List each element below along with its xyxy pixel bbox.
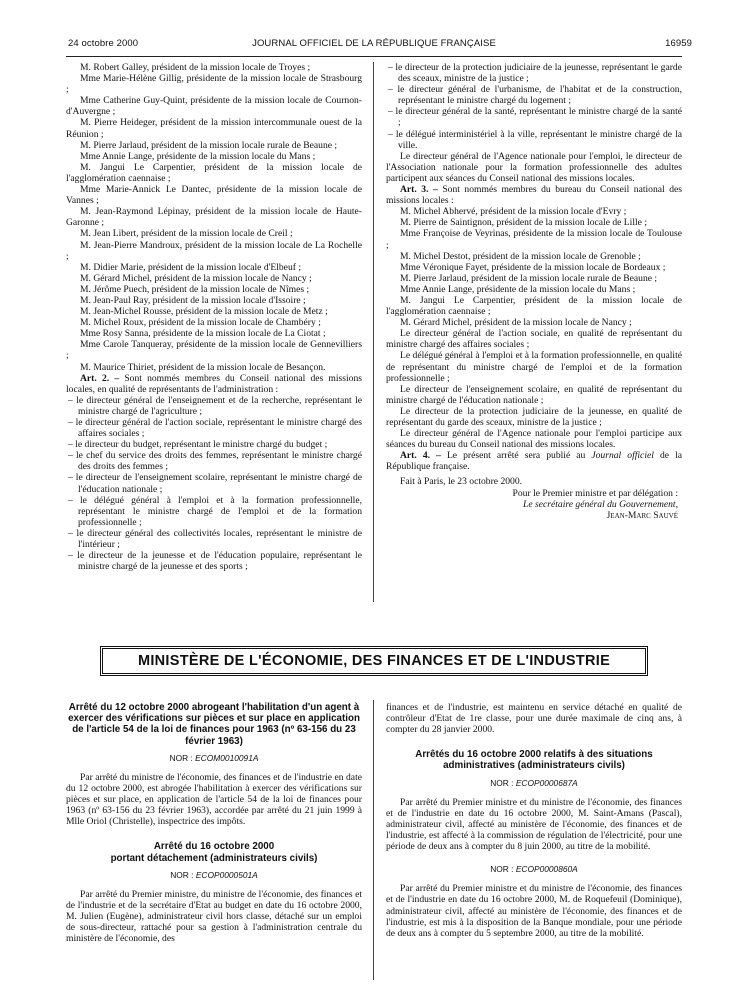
list-item: Mme Carole Tanqueray, présidente de la mission locale de Gennevilliers ; (66, 339, 362, 362)
list-item: M. Jangui Le Carpentier, président de la mission locale de l'agglomération caennaise ; (386, 294, 682, 318)
decree-2-title-line-1: Arrêté du 16 octobre 2000 (153, 841, 275, 853)
list-item: M. Jean-Pierre Mandroux, président de la mission locale de La Rochelle ; (66, 239, 362, 262)
list-item: M. Pierre Jarlaud, président de la mission locale rurale de Beaune ; (400, 272, 658, 284)
list-item: – le directeur du budget, représentant le ministre chargé du budget ; (68, 439, 328, 451)
right-column-bottom (386, 702, 682, 939)
list-item: – le directeur de l'enseignement scolaire, représentant le ministre chargé de l'éducation nationale ; (68, 472, 362, 495)
list-item: – le directeur général des collectivités locales, représentant le ministre de l'intérieur ; (68, 527, 362, 551)
list-item: M. Pierre de Saintignon, président de la mission locale de Lille ; (400, 217, 647, 229)
article-2-list (66, 395, 362, 573)
column-divider-top (373, 62, 374, 602)
decree-1-body: Par arrêté du ministre de l'économie, des finances et de l'industrie en date du 12 octobre 2000, est abrogée l'habilitation à exercer des vérifications sur pièces et sur place, en application de l'article 54 de la loi de finances pour 1963 (nº 63-156 du 23 février 1963), accordée par arrêté du 21 juin 1999 à Mlle Oriol (Christelle), inspectrice des impôts. (66, 771, 362, 828)
list-item: Mme Marie-Annick Le Dantec, présidente de la mission locale de Vannes ; (66, 184, 362, 207)
list-item: Mme Françoise de Veyrinas, présidente de la mission locale de Toulouse ; (386, 228, 682, 251)
article-3-label: Art. 3. – (400, 184, 438, 196)
decree-2-body-continued: finances et de l'industrie, est maintenu en service détaché en qualité de contrôleur d'Etat de 1re classe, pour une durée maximale de cinq ans, à compter du 28 janvier 2000. (386, 702, 682, 736)
decree-3-nor-2 (386, 864, 682, 875)
list-item: M. Jérôme Puech, président de la mission locale de Nîmes ; (80, 283, 310, 295)
decree-3-body-2: Par arrêté du Premier ministre et du ministre de l'économie, des finances et de l'industrie en date du 16 octobre 2000, M. de Roquefeuil (Dominique), administrateur civil, affecté au ministère de l'économie, des finances et de l'industrie, est mis à la disposition de la Banque mondiale, pour une période de deux ans à compter du 5 septembre 2000, au titre de la mobilité. (386, 883, 682, 939)
list-item: – le directeur de la jeunesse et de l'éducation populaire, représentant le ministre chargé de la jeunesse et des sports ; (68, 550, 362, 573)
article-4-text-after: de la République française. (386, 450, 682, 473)
list-item: Le directeur de la protection judiciaire de la jeunesse, en qualité de représentant du garde des sceaux, ministre de la justice ; (386, 405, 682, 428)
nor-code: ECOP0000501A (195, 869, 258, 880)
decree-2-title-line-2: portant détachement (administrateurs civils) (110, 852, 318, 864)
signature-line-1: Pour le Premier ministre et par délégation : (512, 487, 678, 499)
list-item: – le directeur de la protection judiciaire de la jeunesse, représentant le garde des sceaux, ministre de la justice ; (388, 62, 682, 85)
list-item: Mme Annie Lange, présidente de la mission locale du Mans ; (400, 283, 636, 295)
article-3 (386, 184, 682, 206)
list-item: M. Michel Destot, président de la mission locale de Grenoble ; (400, 250, 641, 262)
list-item: M. Gérard Michel, président de la mission locale de Nancy ; (80, 272, 312, 284)
decree-1-title: Arrêté du 12 octobre 2000 abrogeant l'habilitation d'un agent à exercer des vérifications sur pièces et sur place en application de l'article 54 de la loi de finances pour 1963 (nº 63-156 du 23 février 1963) (68, 702, 360, 747)
article-4-journal-name: Journal officiel (591, 450, 654, 462)
list-item: M. Maurice Thiriet, président de la mission locale de Besançon. (80, 361, 326, 373)
nor-label: NOR : (170, 869, 194, 880)
article-4 (386, 450, 682, 472)
list-item: Mme Marie-Hélène Gillig, présidente de la mission locale de Strasbourg ; (66, 73, 362, 96)
nor-label: NOR : (490, 864, 514, 875)
list-item: M. Didier Marie, président de la mission locale d'Elbeuf ; (80, 261, 301, 273)
header-page-number: 16959 (665, 38, 692, 49)
list-item: Le directeur de l'enseignement scolaire, en qualité de représentant du ministre chargé de l'éducation nationale ; (386, 383, 682, 406)
fait-a-paris: Fait à Paris, le 23 octobre 2000. (400, 476, 523, 488)
list-item: – le délégué général à l'emploi et à la formation professionnelle, représentant le ministre chargé de l'emploi et de la formation professionnelle ; (68, 494, 362, 528)
article-2-list-continued (386, 62, 682, 151)
list-item: M. Jean-Raymond Lépinay, président de la mission locale de Haute-Garonne ; (66, 206, 362, 229)
list-item: Le délégué général à l'emploi et à la formation professionnelle, en qualité de représentant du ministre chargé de l'emploi et de la formation professionnelle ; (386, 350, 682, 384)
list-item: – le directeur général de l'urbanisme, de l'habitat et de la construction, représentant le ministre chargé du logement ; (388, 84, 682, 107)
column-divider-bottom (373, 700, 374, 980)
member-list (66, 62, 362, 373)
list-item: – le chef du service des droits des femmes, représentant le ministre chargé des droits des femmes ; (68, 450, 362, 473)
left-column-bottom (66, 702, 362, 944)
list-item: M. Jean-Paul Ray, président de la mission locale d'Issoire ; (80, 294, 306, 306)
header-title: JOURNAL OFFICIEL DE LA RÉPUBLIQUE FRANÇAISE (252, 38, 496, 49)
list-item: M. Michel Abhervé, président de la mission locale d'Evry ; (400, 206, 627, 218)
decree-3-title: Arrêtés du 16 octobre 2000 relatifs à des situations administratives (administrateurs civils) (415, 749, 653, 772)
nor-code: ECOM0010091A (195, 752, 259, 763)
right-column (386, 62, 682, 521)
decree-3-body: Par arrêté du Premier ministre et du ministre de l'économie, des finances et de l'industrie en date du 16 octobre 2000, M. Saint-Amans (Pascal), administrateur civil, affecté au ministère de l'économie, des finances et de l'industrie, est affecté à la commission de régulation de l'électricité, pour une période de deux ans à compter du 8 juin 2000, au titre de la mobilité. (386, 796, 682, 853)
list-item: – le directeur général de l'enseignement et de la recherche, représentant le ministre chargé de l'agriculture ; (68, 394, 362, 417)
list-item: M. Pierre Jarlaud, président de la mission locale rurale de Beaune ; (80, 139, 338, 151)
header-date: 24 octobre 2000 (68, 38, 139, 49)
article-3-text: Sont nommés membres du bureau du Conseil national des missions locales : (386, 184, 682, 207)
list-item: M. Jean-Michel Rousse, président de la mission locale de Metz ; (80, 306, 328, 318)
decree-2-nor (66, 870, 362, 881)
signatory-name: Jean-Marc Sauvé (606, 509, 678, 521)
list-item: – le délégué interministériel à la ville, représentant le ministre chargé de la ville. (388, 128, 682, 151)
article-2 (66, 373, 362, 395)
list-item: – le directeur général de la santé, représentant le ministre chargé de la santé ; (388, 106, 682, 129)
decree-1-nor (66, 753, 362, 764)
list-item: M. Robert Galley, président de la mission locale de Troyes ; (80, 62, 311, 73)
list-item: Mme Véronique Fayet, présidente de la mission locale de Bordeaux ; (400, 261, 666, 273)
list-item: Mme Rosy Sanna, présidente de la mission locale de La Ciotat ; (80, 328, 326, 340)
article-4-text-before: Le présent arrêté sera publié au (446, 450, 592, 462)
list-item: M. Michel Roux, président de la mission locale de Chambéry ; (80, 317, 321, 329)
nor-label: NOR : (490, 777, 514, 788)
list-item: – le directeur général de l'action sociale, représentant le ministre chargé des affaires sociales ; (68, 417, 362, 440)
signature-line-2: Le secrétaire général du Gouvernement, (523, 498, 678, 510)
decree-2-body: Par arrêté du Premier ministre, du ministre de l'économie, des finances et de l'industrie et de la secrétaire d'Etat au budget en date du 16 octobre 2000, M. Julien (Eugène), administrateur civil hors classe, détaché sur un emploi de sous-directeur, rattaché pour sa gestion à l'administration centrale du ministère de l'économie, des (66, 888, 362, 945)
nor-code: ECOP0000687A (515, 777, 578, 788)
nor-code: ECOP0000860A (515, 864, 578, 875)
list-item: Le directeur général de l'action sociale, en qualité de représentant du ministre chargé des affaires sociales ; (386, 328, 682, 351)
list-item: Mme Catherine Guy-Quint, présidente de la mission locale de Cournon-d'Auvergne ; (66, 95, 362, 118)
bureau-list (386, 206, 682, 450)
left-column (66, 62, 362, 572)
decree-3-nor (386, 778, 682, 789)
ministry-banner: MINISTÈRE DE L'ÉCONOMIE, DES FINANCES ET DE L'INDUSTRIE (100, 646, 648, 676)
paragraph: Le directeur général de l'Agence nationale pour l'emploi, le directeur de l'Association nationale pour la formation professionnelle des adultes participent aux séances du Conseil national des missions locales. (386, 150, 682, 184)
list-item: M. Gérard Michel, président de la mission locale de Nancy ; (400, 317, 632, 329)
list-item: Le directeur général de l'Agence nationale pour l'emploi participe aux séances du bureau du Conseil national des missions locales. (386, 428, 682, 451)
article-2-text: Sont nommés membres du Conseil national des missions locales, en qualité de représentants de l'administration : (66, 372, 362, 395)
header-rule (66, 56, 682, 57)
article-2-label: Art. 2. – (80, 372, 120, 384)
list-item: Mme Annie Lange, présidente de la mission locale du Mans ; (80, 150, 316, 162)
list-item: M. Jangui Le Carpentier, président de la mission locale de l'agglomération caennaise ; (66, 161, 362, 184)
article-4-label: Art. 4. – (400, 450, 441, 462)
nor-label: NOR : (169, 752, 193, 763)
list-item: M. Jean Libert, président de la mission locale de Creil ; (80, 228, 293, 240)
list-item: M. Pierre Heideger, président de la mission intercommunale ouest de la Réunion ; (66, 117, 362, 140)
